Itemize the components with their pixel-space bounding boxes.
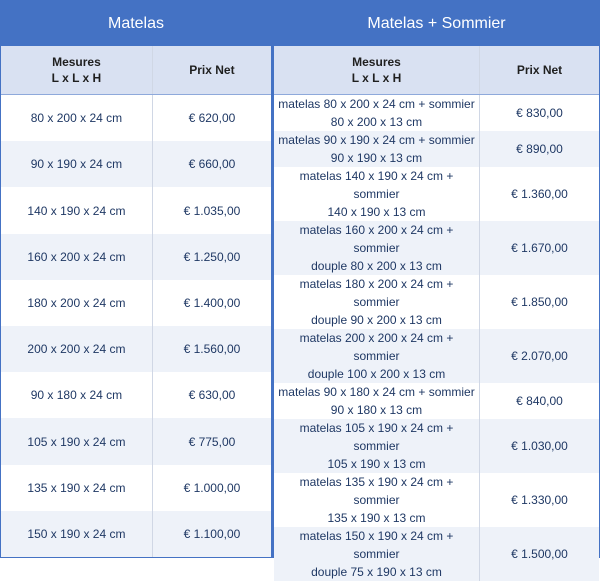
combo-measure-cell: [274, 473, 480, 527]
measure-cell: 180 x 200 x 24 cm: [1, 280, 153, 326]
measure-cell: 150 x 190 x 24 cm: [1, 511, 153, 557]
table-row: [274, 383, 599, 419]
matelas-measure-header: [1, 46, 153, 94]
combo-measure-line2: 90 x 190 x 13 cm: [330, 151, 423, 165]
matelas-sommier-price-header: Prix Net: [516, 63, 563, 77]
table-row: [274, 221, 599, 275]
table-row: [274, 419, 599, 473]
matelas-sommier-measure-header: [274, 46, 480, 94]
price-cell: € 1.100,00: [183, 526, 241, 541]
price-cell: € 890,00: [516, 142, 563, 156]
price-cell: € 830,00: [516, 106, 563, 120]
measure-header-line2: L x L x H: [351, 71, 402, 85]
table-row: [274, 131, 599, 167]
matelas-price-header: Prix Net: [189, 63, 235, 77]
matelas-sommier-rows: [274, 95, 599, 581]
table-row: [1, 95, 271, 141]
combo-measure-cell: [274, 275, 480, 329]
matelas-title: Matelas: [1, 1, 271, 46]
combo-measure-line1: matelas 160 x 200 x 24 cm + sommier: [299, 223, 454, 255]
combo-measure-cell: [274, 221, 480, 275]
table-row: [274, 527, 599, 581]
table-row: [274, 329, 599, 383]
measure-cell: 140 x 190 x 24 cm: [1, 187, 153, 233]
matelas-sommier-table: [273, 0, 600, 579]
combo-measure-line1: matelas 150 x 190 x 24 cm + sommier: [299, 529, 454, 561]
combo-measure-cell: [274, 167, 480, 221]
price-cell: € 1.560,00: [183, 342, 241, 357]
combo-measure-line2: 135 x 190 x 13 cm: [327, 511, 426, 525]
table-row: [274, 95, 599, 131]
measure-cell: 80 x 200 x 24 cm: [1, 95, 153, 141]
combo-measure-line1: matelas 200 x 200 x 24 cm + sommier: [299, 331, 454, 363]
table-row: [1, 280, 271, 326]
combo-measure-line1: matelas 80 x 200 x 24 cm + sommier: [278, 97, 475, 111]
combo-measure-cell: [274, 329, 480, 383]
matelas-sommier-header-row: [274, 46, 599, 95]
measure-cell: 160 x 200 x 24 cm: [1, 234, 153, 280]
table-row: [1, 511, 271, 557]
price-cell: € 1.250,00: [183, 249, 241, 264]
table-row: [274, 275, 599, 329]
combo-measure-line1: matelas 90 x 180 x 24 cm + sommier: [278, 385, 475, 399]
table-row: [1, 326, 271, 372]
matelas-sommier-title: Matelas + Sommier: [274, 1, 599, 46]
combo-measure-line2: douple 100 x 200 x 13 cm: [307, 367, 446, 381]
combo-measure-cell: [274, 131, 480, 167]
combo-measure-line2: 105 x 190 x 13 cm: [327, 457, 426, 471]
price-cell: € 1.850,00: [511, 295, 568, 309]
combo-measure-cell: [274, 419, 480, 473]
table-row: [274, 167, 599, 221]
combo-measure-line2: 140 x 190 x 13 cm: [327, 205, 426, 219]
combo-measure-line2: 90 x 180 x 13 cm: [330, 403, 423, 417]
combo-measure-line1: matelas 90 x 190 x 24 cm + sommier: [278, 133, 475, 147]
price-cell: € 1.360,00: [511, 187, 568, 201]
price-cell: € 630,00: [188, 388, 236, 403]
matelas-header-row: [1, 46, 271, 95]
measure-cell: 200 x 200 x 24 cm: [1, 326, 153, 372]
table-row: [1, 465, 271, 511]
price-cell: € 620,00: [188, 111, 236, 126]
combo-measure-cell: [274, 95, 480, 131]
price-cell: € 1.330,00: [511, 493, 568, 507]
combo-measure-line2: douple 80 x 200 x 13 cm: [311, 259, 442, 273]
table-row: [274, 473, 599, 527]
measure-header-line1: Mesures: [52, 55, 101, 69]
price-cell: € 1.400,00: [183, 295, 241, 310]
table-row: [1, 187, 271, 233]
price-cell: € 1.030,00: [511, 439, 568, 453]
combo-measure-line2: douple 75 x 190 x 13 cm: [311, 565, 442, 579]
matelas-table: [0, 0, 273, 558]
combo-measure-line1: matelas 140 x 190 x 24 cm + sommier: [299, 169, 454, 201]
measure-cell: 90 x 190 x 24 cm: [1, 141, 153, 187]
measure-cell: 105 x 190 x 24 cm: [1, 418, 153, 464]
measure-cell: 135 x 190 x 24 cm: [1, 465, 153, 511]
combo-measure-line1: matelas 105 x 190 x 24 cm + sommier: [299, 421, 454, 453]
price-cell: € 840,00: [516, 394, 563, 408]
combo-measure-line2: 80 x 200 x 13 cm: [330, 115, 423, 129]
price-cell: € 1.670,00: [511, 241, 568, 255]
combo-measure-cell: [274, 527, 480, 581]
table-row: [1, 372, 271, 418]
combo-measure-line1: matelas 135 x 190 x 24 cm + sommier: [299, 475, 454, 507]
measure-cell: 90 x 180 x 24 cm: [1, 372, 153, 418]
table-row: [1, 234, 271, 280]
price-cell: € 1.500,00: [511, 547, 568, 561]
measure-header-line1: Mesures: [352, 55, 401, 69]
price-cell: € 660,00: [188, 157, 236, 172]
price-cell: € 1.000,00: [183, 480, 241, 495]
matelas-rows: [1, 95, 271, 557]
price-cell: € 1.035,00: [183, 203, 241, 218]
combo-measure-cell: [274, 383, 480, 419]
table-row: [1, 418, 271, 464]
price-cell: € 775,00: [188, 434, 236, 449]
price-cell: € 2.070,00: [511, 349, 568, 363]
table-row: [1, 141, 271, 187]
measure-header-line2: L x L x H: [51, 71, 102, 85]
combo-measure-line2: douple 90 x 200 x 13 cm: [311, 313, 442, 327]
combo-measure-line1: matelas 180 x 200 x 24 cm + sommier: [299, 277, 454, 309]
